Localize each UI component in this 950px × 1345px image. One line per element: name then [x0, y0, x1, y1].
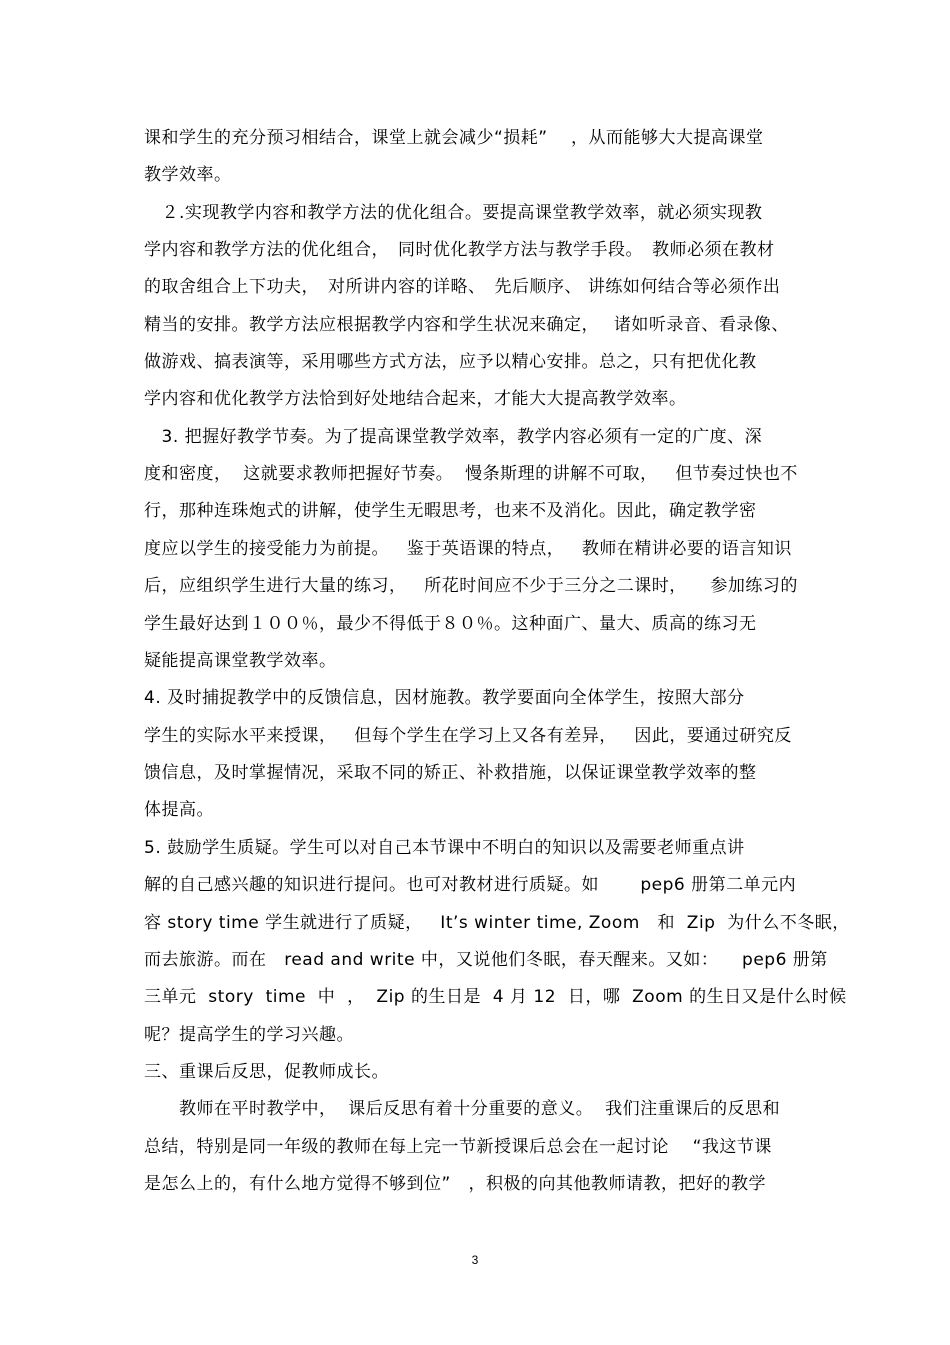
text-line: 后，应组织学生进行大量的练习， 所花时间应不少于三分之二课时， 参加练习的 [144, 576, 798, 596]
text-line: 三单元 story time 中 ， Zip 的生日是 4 月 12 日，哪 Zoom 的生日又是什么时候 [144, 987, 847, 1007]
text-line: 容 story time 学生就进行了质疑， It’s winter time, Zoom 和 Zip 为什么不冬眠， [144, 913, 850, 933]
text-line: 的取舍组合上下功夫， 对所讲内容的详略、 先后顺序、 讲练如何结合等必须作出 [144, 277, 781, 297]
text-line: 度和密度， 这就要求教师把握好节奏。 慢条斯理的讲解不可取， 但节奏过快也不 [144, 464, 798, 484]
text-line: ２.实现教学内容和教学方法的优化组合。要提高课堂教学效率，就必须实现教 [144, 203, 763, 223]
text-line: 课和学生的充分预习相结合，课堂上就会减少“损耗” ，从而能够大大提高课堂 [144, 128, 764, 148]
text-line: 3. 把握好教学节奏。为了提高课堂教学效率，教学内容必须有一定的广度、深 [144, 427, 763, 447]
text-line: 学内容和教学方法的优化组合， 同时优化教学方法与教学手段。 教师必须在教材 [144, 240, 775, 260]
text-line: 4. 及时捕捉教学中的反馈信息，因材施教。教学要面向全体学生，按照大部分 [144, 688, 745, 708]
text-line: 是怎么上的，有什么地方觉得不够到位” ，积极的向其他教师请教，把好的教学 [144, 1174, 767, 1194]
text-line: 5. 鼓励学生质疑。学生可以对自己本节课中不明白的知识以及需要老师重点讲 [144, 838, 745, 858]
text-line: 精当的安排。教学方法应根据教学内容和学生状况来确定， 诸如听录音、看录像、 [144, 315, 789, 335]
text-line: 解的自己感兴趣的知识进行提问。也可对教材进行质疑。如 pep6 册第二单元内 [144, 875, 797, 895]
page-number: 3 [471, 1253, 479, 1267]
text-line: 体提高。 [144, 800, 214, 820]
text-line: 呢？提高学生的学习兴趣。 [144, 1025, 354, 1045]
text-line: 学生的实际水平来授课， 但每个学生在学习上又各有差异， 因此，要通过研究反 [144, 726, 792, 746]
text-line: 三、重课后反思，促教师成长。 [144, 1062, 389, 1082]
text-line: 做游戏、搞表演等，采用哪些方式方法，应予以精心安排。总之，只有把优化教 [144, 352, 757, 372]
text-line: 度应以学生的接受能力为前提。 鉴于英语课的特点， 教师在精讲必要的语言知识 [144, 539, 792, 559]
text-line: 行，那种连珠炮式的讲解，使学生无暇思考，也来不及消化。因此，确定教学密 [144, 501, 757, 521]
text-line: 教学效率。 [144, 165, 232, 185]
text-line: 疑能提高课堂教学效率。 [144, 651, 337, 671]
text-line: 学内容和优化教学方法恰到好处地结合起来，才能大大提高教学效率。 [144, 389, 687, 409]
text-line: 教师在平时教学中， 课后反思有着十分重要的意义。 我们注重课后的反思和 [144, 1099, 781, 1119]
text-line: 学生最好达到１００％，最少不得低于８０％。这种面广、量大、质高的练习无 [144, 614, 757, 634]
text-line: 总结，特别是同一年级的教师在每上完一节新授课后总会在一起讨论 “我这节课 [144, 1137, 772, 1157]
text-line: 馈信息，及时掌握情况，采取不同的矫正、补救措施，以保证课堂教学效率的整 [144, 763, 757, 783]
text-line: 而去旅游。而在 read and write 中，又说他们冬眠，春天醒来。又如： pep6 册第 [144, 950, 828, 970]
